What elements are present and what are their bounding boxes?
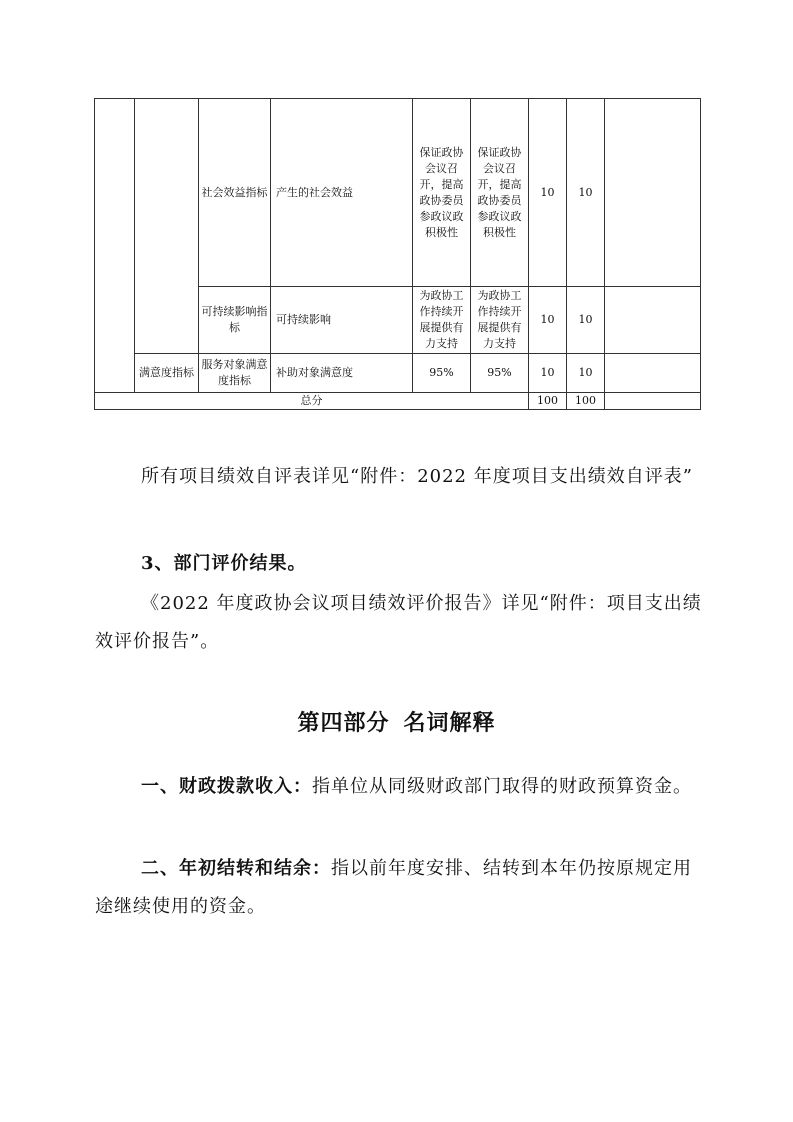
table-cell-note [605,287,701,354]
table-row [95,354,701,393]
table-cell-level3: 产生的社会效益 [271,99,413,287]
table-cell-score: 10 [567,354,605,393]
section-3-heading: 3、部门评价结果。 [141,553,307,574]
definition-text: 指以前年度安排、结转到本年仍按原规定用途继续使用的资金。 [95,858,692,917]
table-cell-note [605,354,701,393]
paragraph-evaluation-report: 《2022 年度政协会议项目绩效评价报告》详见“附件：项目支出绩效评价报告”。 [95,593,702,652]
table-cell-level2: 服务对象满意度指标 [199,354,271,393]
table-cell-level3: 可持续影响 [271,287,413,354]
definition-item [95,850,703,926]
table-cell-actual: 95% [471,354,529,393]
table-cell-level0 [95,99,135,393]
table-cell-level1: 满意度指标 [135,354,199,393]
definition-term: 一、财政拨款收入： [141,776,312,797]
paragraph-self-evaluation: 所有项目绩效自评表详见“附件：2022 年度项目支出绩效自评表” [141,466,693,487]
table-row [95,99,701,287]
table-cell-actual: 为政协工作持续开展提供有力支持 [471,287,529,354]
table-cell-score: 10 [567,99,605,287]
table-total-row [95,393,701,410]
table-cell-level2: 可持续影响指标 [199,287,271,354]
total-note [605,393,701,410]
total-weight: 100 [529,393,567,410]
total-score: 100 [567,393,605,410]
definition-term: 二、年初结转和结余： [141,858,331,879]
table-cell-score: 10 [567,287,605,354]
total-label: 总分 [95,393,529,410]
table-cell-weight: 10 [529,354,567,393]
table-cell-level1 [135,99,199,354]
table-cell-note [605,99,701,287]
table-cell-target: 95% [413,354,471,393]
table-cell-target: 为政协工作持续开展提供有力支持 [413,287,471,354]
performance-table [94,98,701,410]
table-cell-target: 保证政协会议召开，提高政协委员参政议政积极性 [413,99,471,287]
table-cell-weight: 10 [529,287,567,354]
table-cell-actual: 保证政协会议召开，提高政协委员参政议政积极性 [471,99,529,287]
table-cell-weight: 10 [529,99,567,287]
table-cell-level2: 社会效益指标 [199,99,271,287]
part4-title: 第四部分 名词解释 [297,710,496,736]
table-cell-level3: 补助对象满意度 [271,354,413,393]
definition-item [95,768,703,806]
definition-text: 指单位从同级财政部门取得的财政预算资金。 [312,776,692,797]
